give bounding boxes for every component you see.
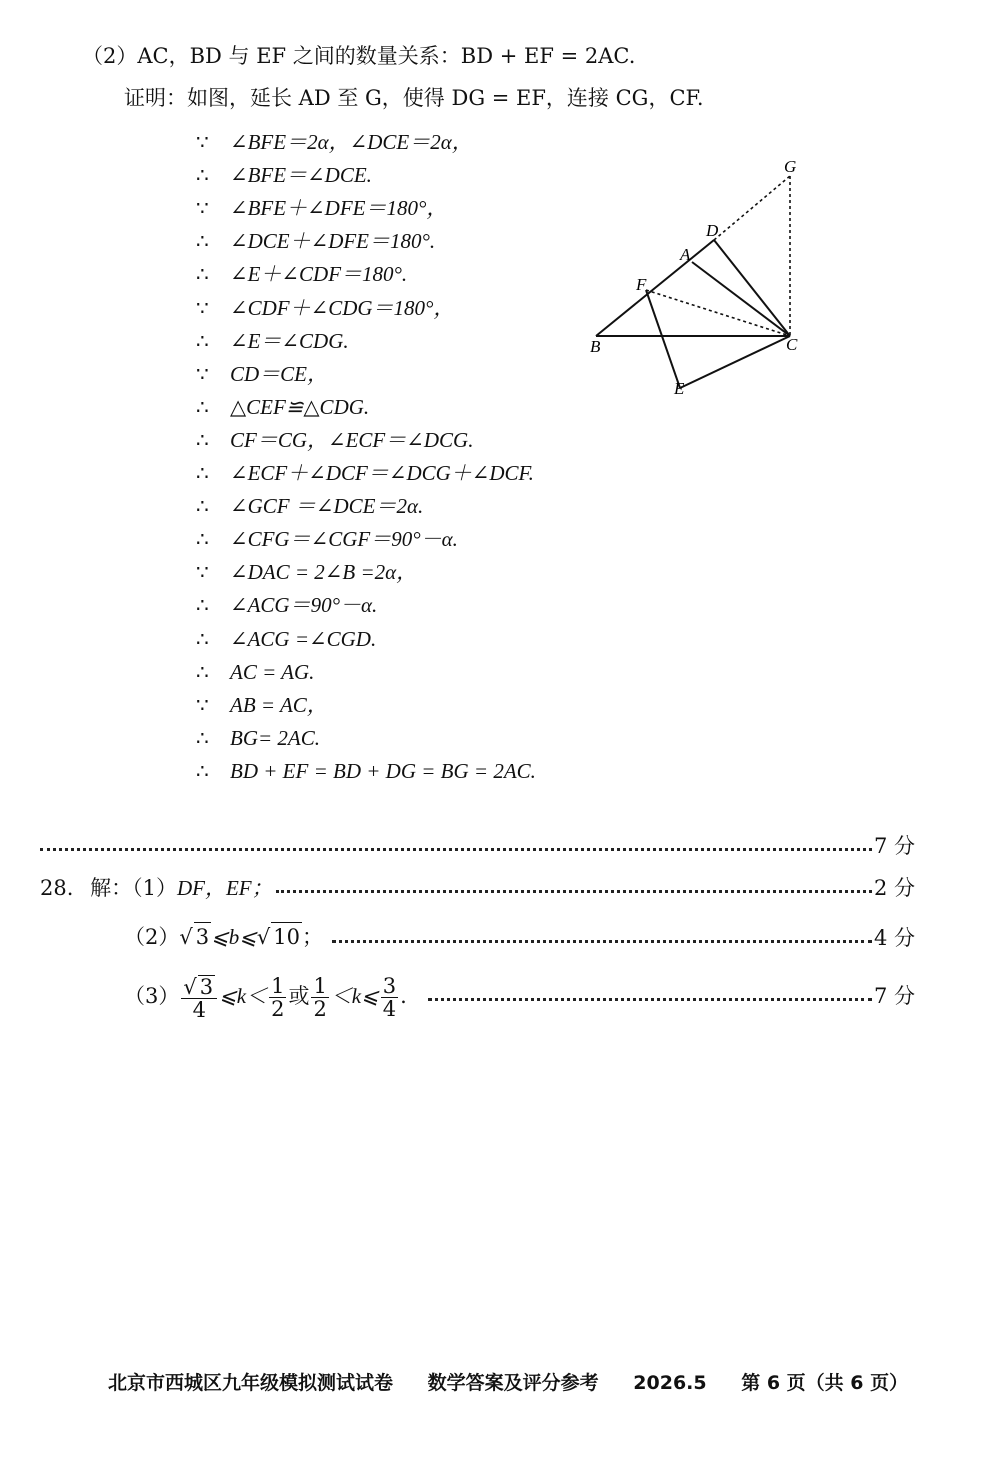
q28-p3-or: 或 (288, 984, 310, 1008)
proof-step (196, 525, 458, 553)
footer-page: 第 6 页（共 6 页） (741, 1372, 909, 1394)
q28-solve: 解： (90, 876, 133, 900)
proof-step-text: AC = AG. (230, 659, 315, 684)
proof-step (196, 658, 314, 686)
therefore-symbol: ∴ (196, 659, 209, 684)
q28-number: 28. (40, 876, 74, 900)
q28-p2-sqrt-b: 10 (271, 922, 302, 951)
proof-step (196, 459, 534, 487)
proof-step-text: ∠DAC = 2∠B =2α， (230, 560, 418, 585)
segment-FC (646, 290, 790, 336)
q28-p2-label: （2） (124, 925, 180, 949)
proof-step-text: ∠GCF ＝∠DCE＝2α. (230, 494, 424, 519)
proof-step-text: ∠E＝∠CDG. (230, 328, 349, 353)
proof-step (196, 426, 473, 454)
proof-step (196, 558, 417, 586)
frac-numerator: 1 (271, 974, 285, 998)
because-symbol: ∵ (196, 130, 209, 154)
q28-p2-end: ； (301, 925, 323, 949)
segment-EC (680, 336, 790, 388)
q28-p3-end: . (400, 984, 407, 1008)
proof-step (196, 327, 349, 355)
frac-denominator: 2 (271, 997, 285, 1021)
q28-p1-label: （1） (132, 876, 177, 900)
score-part2: 7 分 (874, 834, 916, 858)
q28-line1 (40, 874, 273, 902)
proof-step (196, 194, 447, 222)
therefore-symbol: ∴ (196, 758, 209, 783)
leader-dots-p1 (276, 890, 872, 893)
segment-FE (646, 290, 680, 388)
score-p1: 2 分 (874, 876, 916, 900)
frac-numerator: 1 (313, 974, 327, 998)
frac-numerator: 3 (199, 974, 214, 999)
q28-p2-sqrt-a: 3 (194, 922, 211, 951)
page-footer (108, 1368, 936, 1395)
proof-step-text: ∠BFE＋∠DFE＝180°， (230, 196, 448, 221)
q28-p3-t1: ⩽k＜ (219, 984, 268, 1008)
proof-step-text: ∠CDF＋∠CDG＝180°， (230, 295, 455, 320)
geometry-diagram (580, 160, 820, 400)
label-F: F (636, 275, 647, 294)
proof-step-text: BG= 2AC. (230, 725, 320, 750)
proof-step-text: ∠ACG＝90°－α. (230, 593, 378, 618)
proof-step (196, 260, 407, 288)
proof-step-text: ∠BFE＝∠DCE. (230, 163, 372, 188)
q28-p3-t2: ＜k⩽ (330, 984, 379, 1008)
q28-p3-label: （3） (124, 984, 180, 1008)
proof-step-text: BD + EF = BD + DG = BG = 2AC. (230, 758, 536, 783)
segment-DG (714, 176, 790, 240)
therefore-symbol: ∴ (196, 527, 209, 552)
footer-subject: 数学答案及评分参考 (427, 1372, 599, 1394)
proof-step-text: CF＝CG，∠ECF＝∠DCG. (230, 427, 474, 452)
q28-line3 (124, 972, 407, 1021)
because-symbol: ∵ (196, 560, 209, 585)
label-E: E (674, 379, 685, 398)
part2-question: （2）AC，BD 与 EF 之间的数量关系：BD + EF = 2AC. (82, 44, 636, 68)
therefore-symbol: ∴ (196, 427, 209, 452)
therefore-symbol: ∴ (196, 163, 209, 188)
sqrt-icon: √ (179, 925, 193, 949)
therefore-symbol: ∴ (196, 494, 209, 519)
q28-p2-mid: ⩽b⩽ (211, 925, 257, 949)
proof-step (196, 625, 376, 653)
segment-BD (596, 240, 714, 336)
proof-step-text: AB = AC， (230, 692, 328, 717)
proof-step (196, 757, 536, 785)
sqrt-icon: √ (256, 925, 271, 949)
frac-denominator: 2 (313, 997, 327, 1021)
proof-step (196, 360, 328, 388)
footer-date: 2026.5 (633, 1372, 707, 1394)
therefore-symbol: ∴ (196, 725, 209, 750)
leader-dots-p2 (332, 940, 872, 943)
label-B: B (590, 337, 601, 356)
q28-line2 (124, 922, 323, 951)
proof-intro: 证明：如图，延长 AD 至 G，使得 DG = EF，连接 CG，CF. (124, 86, 704, 110)
proof-step (196, 591, 377, 619)
proof-step-text: ∠BFE＝2α，∠DCE＝2α， (230, 130, 473, 154)
fraction-sqrt3-over-4 (181, 975, 217, 1021)
proof-step-text: ∠ACG =∠CGD. (230, 626, 377, 651)
frac-denominator: 4 (192, 997, 206, 1022)
proof-step-text: ∠CFG＝∠CGF＝90°－α. (230, 527, 458, 552)
therefore-symbol: ∴ (196, 394, 209, 419)
label-A: A (680, 245, 691, 264)
fraction-1-over-2 (269, 975, 286, 1020)
because-symbol: ∵ (196, 295, 209, 320)
fraction-1-over-2 (311, 975, 328, 1020)
proof-step (196, 691, 328, 719)
proof-step-text: ∠ECF＋∠DCF＝∠DCG＋∠DCF. (230, 461, 534, 485)
therefore-symbol: ∴ (196, 262, 209, 287)
frac-denominator: 4 (382, 997, 397, 1021)
therefore-symbol: ∴ (196, 328, 209, 353)
proof-step (196, 724, 320, 752)
therefore-symbol: ∴ (196, 593, 209, 618)
proof-step-text: ∠E＋∠CDF＝180°. (230, 262, 408, 287)
leader-dots-part2 (40, 848, 872, 851)
because-symbol: ∵ (196, 361, 209, 386)
score-p3: 7 分 (874, 984, 916, 1008)
score-p2: 4 分 (874, 926, 916, 950)
proof-step (196, 161, 372, 189)
footer-school: 北京市西城区九年级模拟测试试卷 (108, 1372, 394, 1394)
q28-p1-answer: DF，EF； (176, 876, 273, 900)
proof-step (196, 492, 423, 520)
therefore-symbol: ∴ (196, 229, 209, 254)
therefore-symbol: ∴ (196, 461, 209, 485)
proof-step (196, 294, 454, 322)
leader-dots-p3 (428, 998, 872, 1001)
label-C: C (786, 335, 798, 354)
because-symbol: ∵ (196, 196, 209, 221)
fraction-3-over-4 (381, 975, 398, 1020)
sqrt-icon: √ (183, 974, 197, 999)
because-symbol: ∵ (196, 692, 209, 717)
proof-step (196, 393, 369, 421)
proof-step (196, 128, 473, 156)
proof-step-text: △CEF≌△CDG. (230, 394, 370, 419)
proof-step-text: ∠DCE＋∠DFE＝180°. (230, 229, 436, 254)
therefore-symbol: ∴ (196, 626, 209, 651)
label-D: D (706, 221, 719, 240)
proof-step (196, 227, 435, 255)
frac-numerator: 3 (382, 974, 397, 998)
label-G: G (784, 160, 797, 176)
proof-step-text: CD＝CE， (230, 361, 329, 386)
